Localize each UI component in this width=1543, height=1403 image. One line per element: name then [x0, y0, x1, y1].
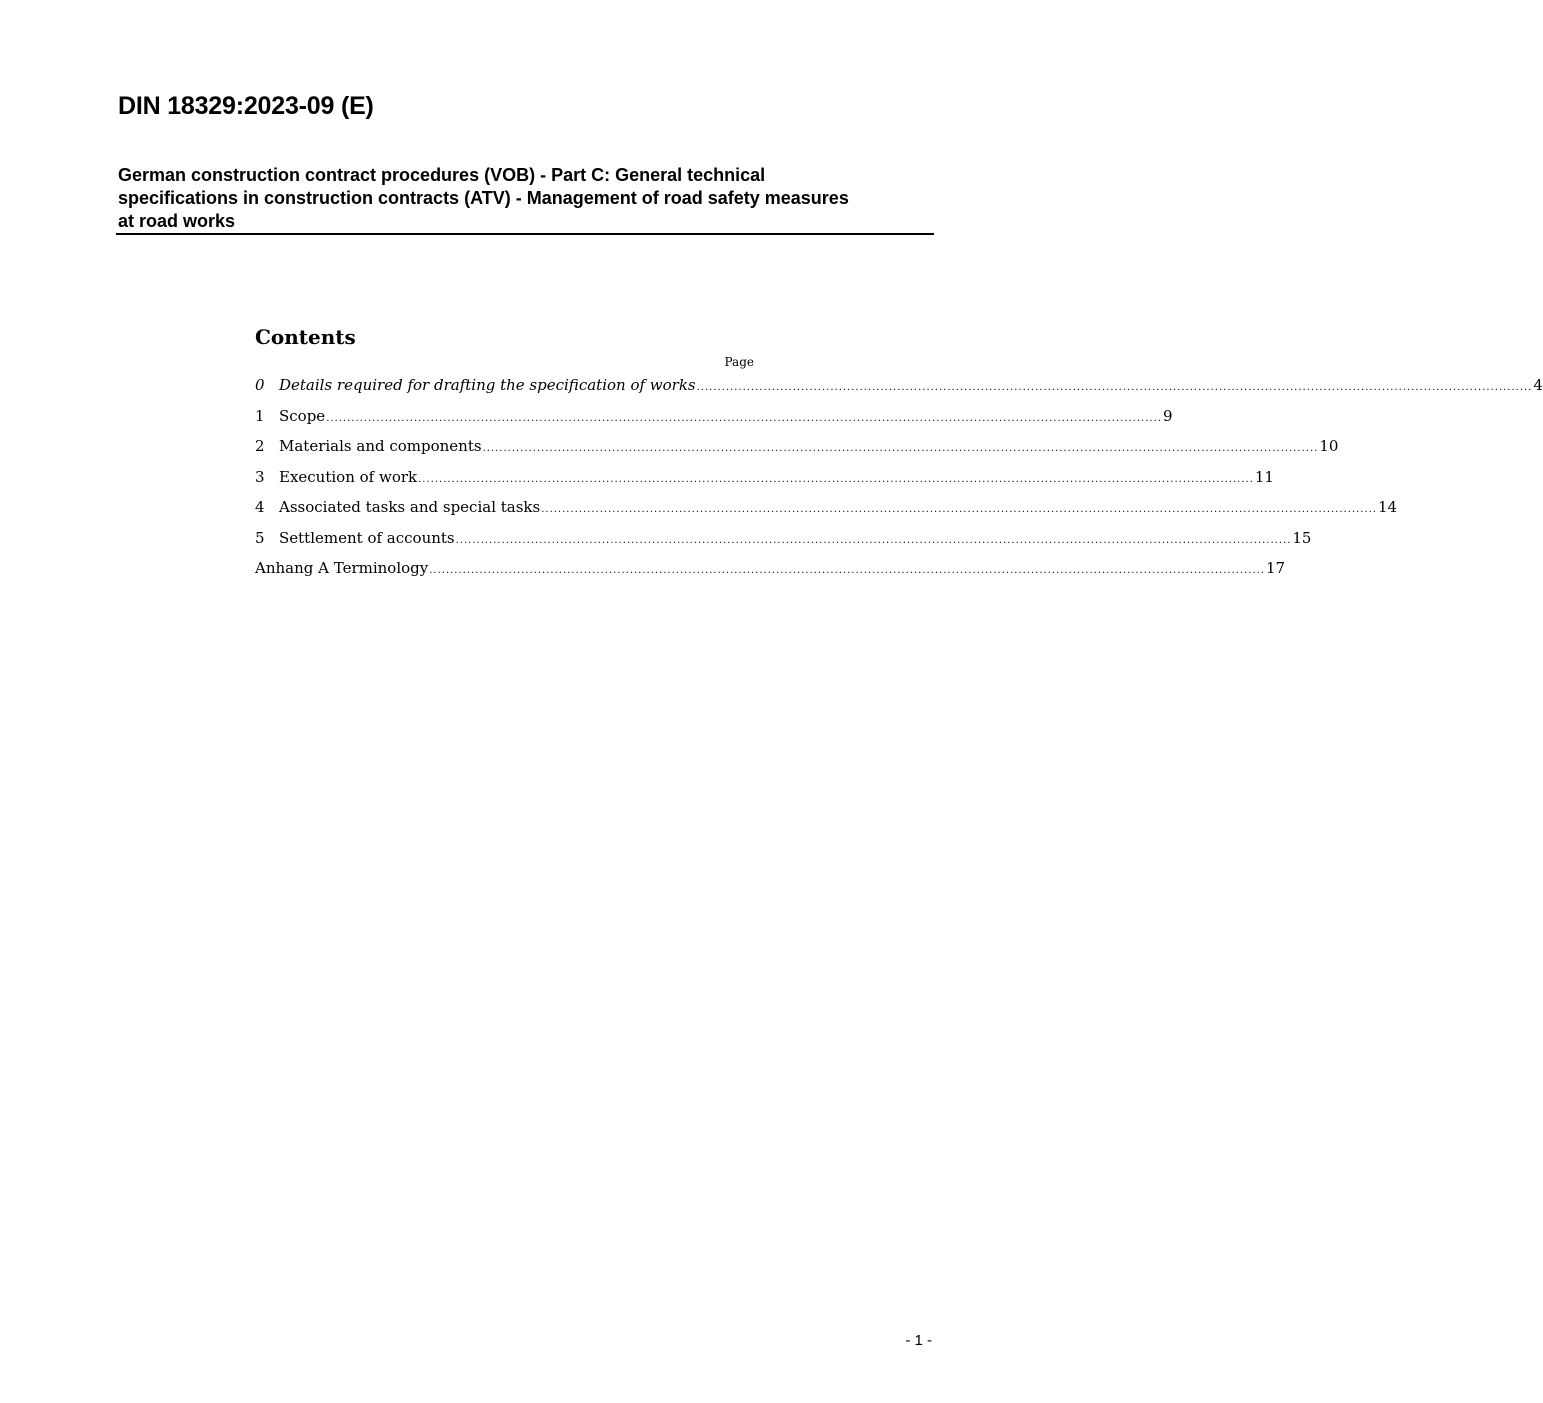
toc-entry[interactable] — [255, 559, 1286, 590]
toc-entry-page[interactable]: 15 — [1292, 528, 1312, 547]
toc-leader-dots: ........................................................................................................................................................................................................ — [696, 382, 1533, 393]
toc-entry-label[interactable]: Settlement of accounts — [279, 528, 455, 547]
toc-entry[interactable] — [255, 467, 1274, 499]
title-divider — [116, 233, 934, 235]
toc-entry-label[interactable]: Scope — [279, 406, 326, 425]
toc-entry-page[interactable]: 10 — [1319, 437, 1339, 455]
page-number: - 1 - — [905, 1332, 932, 1349]
toc-entry[interactable] — [255, 406, 1173, 438]
toc-list — [255, 376, 1543, 590]
document-id: DIN 18329:2023-09 (E) — [118, 92, 374, 120]
toc-entry-page[interactable]: 17 — [1265, 559, 1286, 577]
toc-entry-label[interactable]: Associated tasks and special tasks — [279, 498, 541, 516]
toc-entry-number: 3 — [255, 467, 265, 486]
toc-leader-dots: ........................................................................................................................................................................................................ — [326, 412, 1162, 424]
toc-entry[interactable] — [255, 376, 1543, 407]
toc-entry-label[interactable]: Execution of work — [279, 467, 418, 486]
toc-entry-number: 0 — [255, 376, 265, 394]
toc-entry-page[interactable]: 4 — [1533, 376, 1543, 394]
toc-entry-number: 5 — [255, 528, 265, 547]
toc-entry[interactable] — [255, 528, 1312, 560]
toc-leader-dots: ........................................................................................................................................................................................................ — [455, 534, 1292, 546]
toc-entry-label[interactable]: Materials and components — [279, 437, 482, 455]
toc-entry-number: 4 — [255, 498, 265, 516]
toc-heading: Contents — [255, 325, 356, 349]
document-title: German construction contract procedures (VOB) - Part C: General technical specifications in construction contracts (ATV) - Management of road safety measures at road works — [118, 165, 849, 231]
toc-entry-page[interactable]: 11 — [1254, 467, 1274, 486]
toc-leader-dots: ........................................................................................................................................................................................................ — [429, 565, 1265, 576]
toc-entry-number: 1 — [255, 406, 265, 425]
table-of-contents — [255, 322, 1543, 590]
toc-entry-page[interactable]: 9 — [1162, 406, 1173, 425]
toc-leader-dots: ........................................................................................................................................................................................................ — [482, 443, 1319, 454]
toc-entry[interactable] — [255, 437, 1339, 468]
toc-leader-dots: ........................................................................................................................................................................................................ — [418, 473, 1254, 485]
toc-entry-label[interactable]: Anhang A Terminology — [255, 559, 429, 577]
toc-page-column-label: Page — [724, 355, 754, 369]
toc-leader-dots: ........................................................................................................................................................................................................ — [541, 504, 1377, 515]
toc-entry-label[interactable]: Details required for drafting the specification of works — [279, 376, 696, 394]
toc-entry[interactable] — [255, 498, 1398, 529]
toc-entry-page[interactable]: 14 — [1377, 498, 1398, 516]
toc-entry-number: 2 — [255, 437, 265, 455]
